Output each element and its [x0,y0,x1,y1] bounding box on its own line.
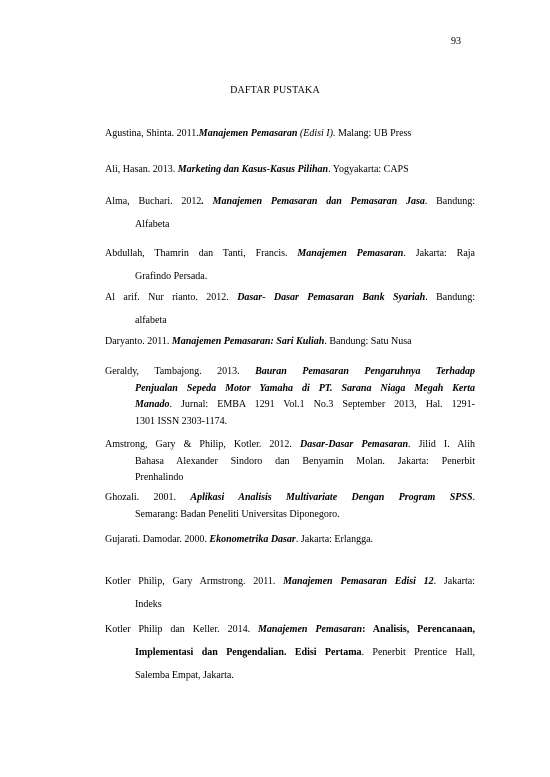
reference-7: Geraldy, Tambajong. 2013. Bauran Pemasaran Pengaruhnya Terhadap Penjualan Sepeda Motor Yamaha di PT. Sarana Niaga Megah Kerta Manado. Jurnal: EMBA 1291 Vol.1 No.3 September 2013, Hal. 1291- 1301 ISSN 2303-1174. [105,366,475,427]
page-title: DAFTAR PUSTAKA [230,85,320,96]
reference-1: Agustina, Shinta. 2011.Manajemen Pemasaran (Edisi I). Malang: UB Press [105,128,412,139]
reference-11: Kotler Philip, Gary Armstrong. 2011. Manajemen Pemasaran Edisi 12. Jakarta: Indeks [105,576,476,610]
reference-9: Ghozali. 2001. Aplikasi Analisis Multivariate Dengan Program SPSS. Semarang: Badan Peneliti Universitas Diponegoro. [105,492,476,520]
reference-5: Al arif. Nur rianto. 2012. Dasar- Dasar Pemasaran Bank Syariah. Bandung: alfabeta [105,292,475,326]
reference-3: Alma, Buchari. 2012. Manajemen Pemasaran dan Pemasaran Jasa. Bandung: Alfabeta [105,196,475,230]
reference-6: Daryanto. 2011. Manajemen Pemasaran: Sari Kuliah. Bandung: Satu Nusa [105,336,412,347]
reference-10: Gujarati. Damodar. 2000. Ekonometrika Dasar. Jakarta: Erlangga. [105,534,374,545]
page-number: 93 [451,36,461,47]
reference-12: Kotler Philip dan Keller. 2014. Manajemen Pemasaran: Analisis, Perencanaan, Implementasi dan Pengendalian. Edisi Pertama. Penerbit Prentice Hall, Salemba Empat, Jakarta. [105,624,475,681]
reference-8: Amstrong, Gary & Philip, Kotler. 2012. Dasar-Dasar Pemasaran. Jilid I. Alih Bahasa Alexander Sindoro dan Benyamin Molan. Jakarta: Penerbit Prenhalindo [105,439,475,483]
reference-4: Abdullah, Thamrin dan Tanti, Francis. Manajemen Pemasaran. Jakarta: Raja Grafindo Persada. [105,248,475,282]
reference-2: Ali, Hasan. 2013. Marketing dan Kasus-Kasus Pilihan. Yogyakarta: CAPS [105,164,409,175]
